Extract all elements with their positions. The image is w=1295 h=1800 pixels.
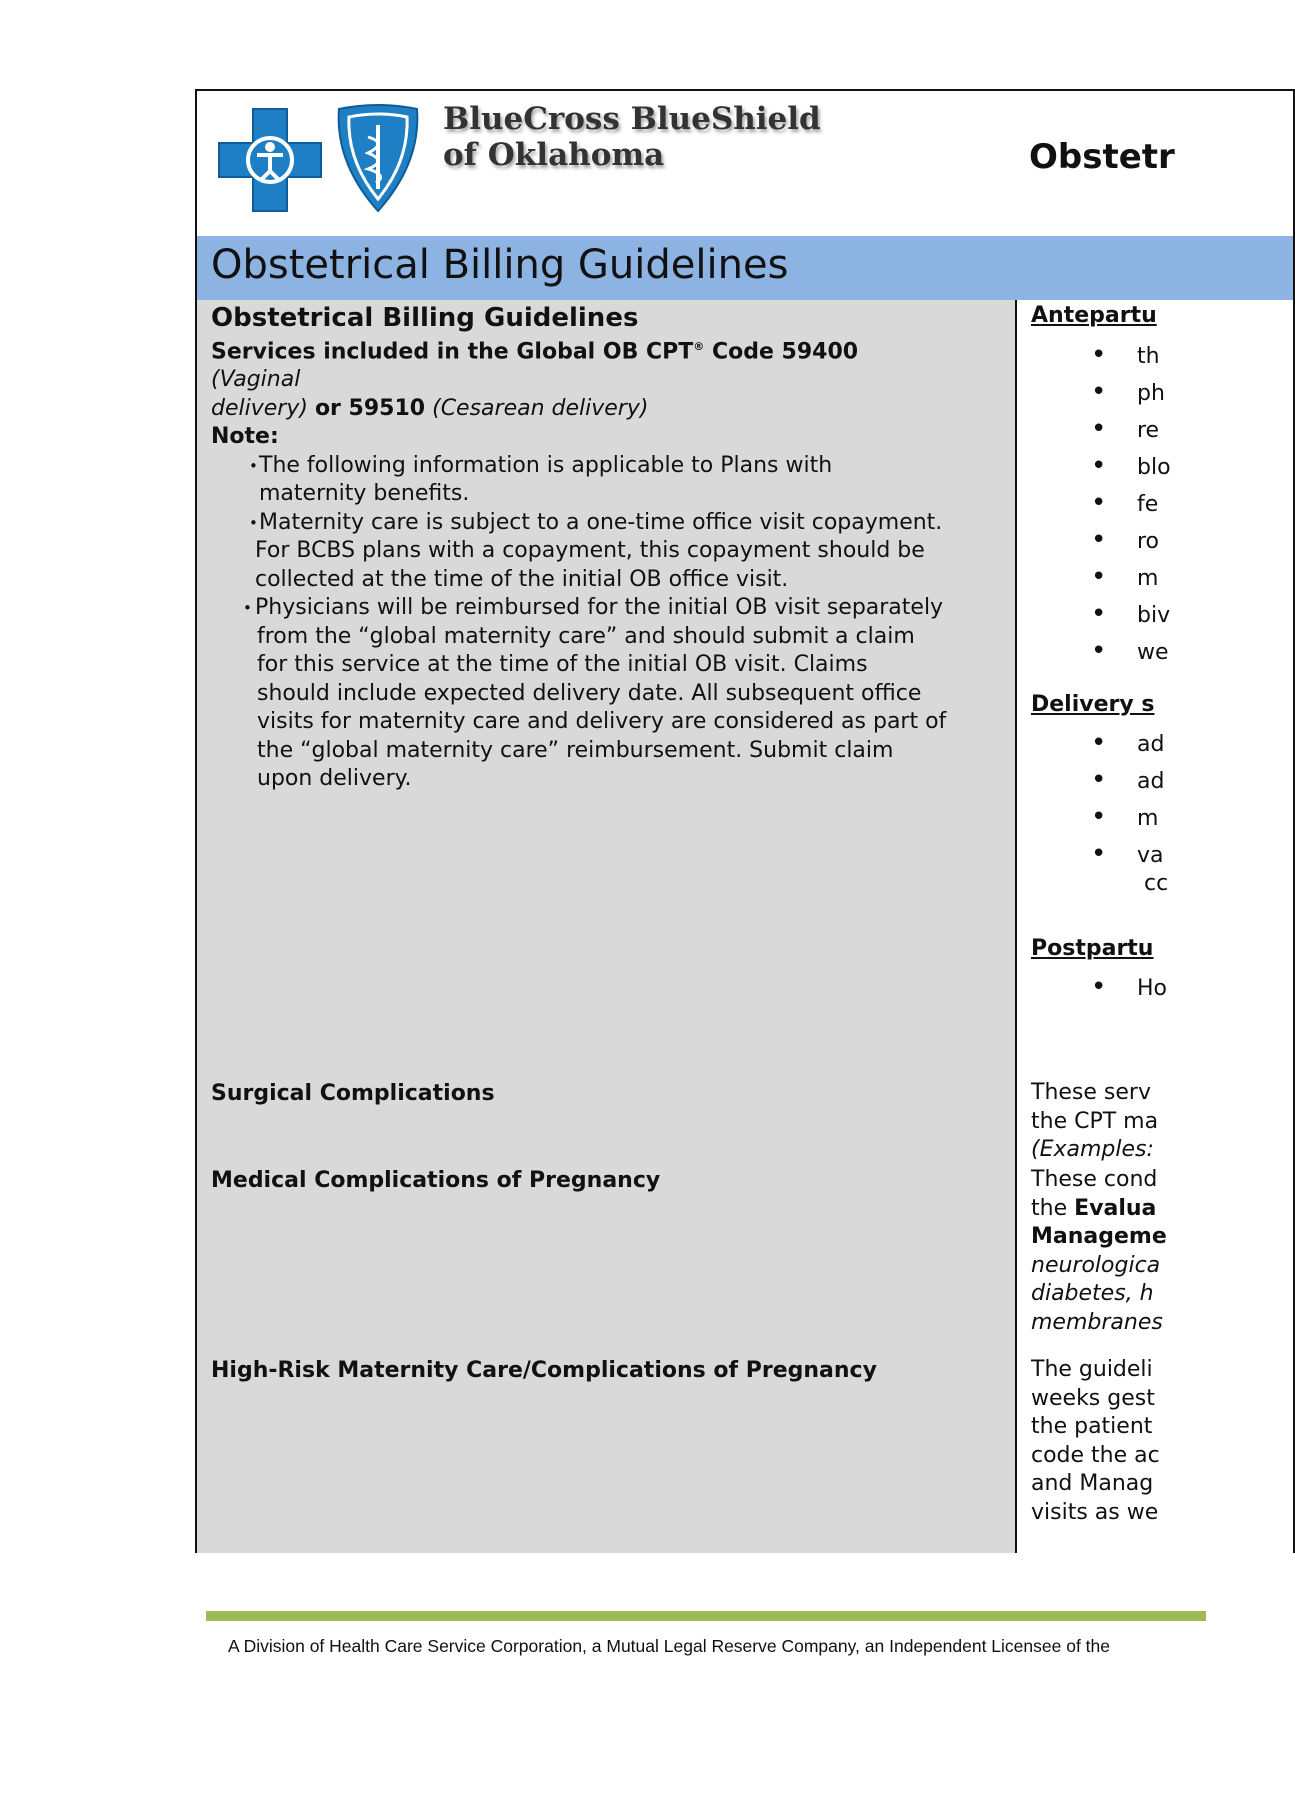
bullet-icon: •: [1091, 765, 1107, 795]
section-heading: Obstetrical Billing Guidelines: [211, 303, 639, 333]
vaginal-delivery-text: delivery): [211, 395, 308, 421]
row-detail-text: [1031, 1166, 1167, 1337]
bullet-icon: •: [1091, 972, 1107, 1002]
detail-line: membranes: [1031, 1309, 1163, 1335]
detail-line: These cond: [1031, 1167, 1158, 1192]
detail-line: neurologica: [1031, 1252, 1161, 1278]
bullet-icon: •: [1091, 413, 1107, 444]
note-line: The following information is applicable to Plans with: [259, 452, 833, 478]
list-item-text: ph: [1137, 380, 1165, 406]
note-label: Note:: [211, 424, 279, 450]
bullet-icon: •: [1091, 339, 1107, 370]
detail-line: [1031, 1195, 1167, 1224]
list-item: [1031, 802, 1171, 842]
list-item-text: fe: [1137, 491, 1159, 517]
list-item: [1031, 972, 1171, 1012]
row-detail-cell: [1017, 300, 1293, 1077]
delivery-heading: Delivery s: [1031, 691, 1155, 717]
list-item: [1031, 598, 1171, 639]
note-line: collected at the time of the initial OB office visit.: [255, 566, 789, 592]
bullet-icon: •: [1091, 728, 1107, 758]
detail-line: diabetes, h: [1031, 1281, 1154, 1306]
note-line: visits for maternity care and delivery are considered as part of: [257, 709, 947, 735]
bullet-icon: •: [1091, 487, 1107, 518]
logo-text-line1: BlueCross BlueShield: [443, 101, 821, 137]
footer-text: A Division of Health Care Service Corporation, a Mutual Legal Reserve Company, an Independent Licensee of the: [228, 1636, 1110, 1656]
detail-text-bold: Evalua: [1074, 1195, 1157, 1221]
list-item: [1031, 524, 1171, 565]
detail-line: visits as we: [1031, 1499, 1159, 1525]
blue-cross-logo-icon: [215, 105, 325, 215]
note-line: For BCBS plans with a copayment, this copayment should be: [255, 538, 925, 564]
blue-shield-logo-icon: [331, 103, 425, 215]
logo-text-line2: of Oklahoma: [443, 137, 665, 173]
list-item-text: ad: [1137, 769, 1165, 794]
bullet-icon: •: [1091, 839, 1107, 869]
detail-line: the CPT ma: [1031, 1108, 1159, 1134]
note-line: Maternity care is subject to a one-time office visit copayment.: [259, 509, 943, 535]
list-item: [1031, 765, 1171, 805]
list-item: [1031, 487, 1171, 528]
list-item-text: we: [1137, 639, 1169, 665]
note-line: maternity benefits.: [259, 481, 470, 507]
list-item-text: m: [1137, 806, 1159, 831]
detail-line: and Manag: [1031, 1471, 1154, 1496]
list-item-text: ro: [1137, 528, 1160, 554]
services-line-suffix: Code 59400: [704, 338, 859, 364]
note-line: should include expected delivery date. All subsequent office: [257, 680, 922, 706]
bullet-icon: •: [1091, 598, 1107, 629]
bullet-icon: •: [1091, 561, 1107, 592]
list-item: [1031, 728, 1171, 768]
bullet-icon: •: [249, 513, 258, 532]
list-item-text: re: [1137, 417, 1160, 443]
list-item: [1031, 413, 1171, 454]
footer-divider: [206, 1611, 1206, 1621]
row-detail-cell: [1017, 1354, 1293, 1553]
note-line: for this service at the time of the initial OB visit. Claims: [257, 652, 868, 678]
bullet-icon: •: [249, 456, 258, 475]
bullet-icon: •: [1091, 635, 1107, 666]
services-line-prefix: Services included in the Global OB CPT: [211, 338, 694, 364]
page-title: Obstetrical Billing Guidelines: [211, 242, 789, 288]
note-item: [211, 509, 1011, 595]
row-label: Medical Complications of Pregnancy: [211, 1168, 661, 1193]
detail-line: weeks gest: [1031, 1385, 1155, 1411]
list-item: [1031, 376, 1171, 417]
row-detail-cell: [1017, 1077, 1293, 1164]
title-band: [197, 236, 1293, 302]
bullet-icon: •: [243, 599, 252, 618]
postpartum-heading: Postpartu: [1031, 935, 1154, 961]
note-line: Physicians will be reimbursed for the initial OB visit separately: [255, 595, 944, 621]
row-label-cell: [197, 300, 1017, 1077]
bullet-icon: •: [1091, 524, 1107, 555]
list-item-text: biv: [1137, 602, 1171, 628]
note-item: [211, 594, 1011, 794]
global-ob-services: [1031, 302, 1171, 1012]
note-line: from the “global maternity care” and should submit a claim: [257, 623, 915, 649]
or-code-text: or 59510: [314, 395, 426, 421]
detail-line: Manageme: [1031, 1224, 1167, 1249]
list-item-text: m: [1137, 565, 1159, 591]
delivery-line: [211, 395, 1011, 424]
detail-line: code the ac: [1031, 1442, 1160, 1468]
table-row-global-ob: [197, 300, 1293, 1079]
table-row-high-risk: [197, 1354, 1293, 1553]
row-label: High-Risk Maternity Care/Complications of Pregnancy: [211, 1358, 877, 1383]
row-detail-text: [1031, 1079, 1158, 1165]
logo-wordmark: [443, 101, 821, 173]
list-item: [1031, 839, 1171, 870]
cesarean-text: (Cesarean delivery): [432, 395, 649, 421]
list-item: [1031, 561, 1171, 602]
row-label-cell: [197, 1354, 1017, 1553]
detail-line: These serv: [1031, 1080, 1151, 1105]
note-line: upon delivery.: [257, 766, 412, 792]
table-row-medical: [197, 1164, 1293, 1356]
row-label: Surgical Complications: [211, 1081, 495, 1106]
delivery-list: [1031, 728, 1171, 870]
list-item: [1031, 450, 1171, 491]
vaginal-line: (Vaginal: [211, 367, 301, 393]
detail-line: The guideli: [1031, 1357, 1153, 1382]
bullet-icon: •: [1091, 802, 1107, 832]
row-detail-cell: [1017, 1164, 1293, 1354]
detail-line: the patient: [1031, 1414, 1153, 1439]
global-ob-description: [211, 304, 1011, 794]
header-band: [197, 91, 1293, 238]
row-label-cell: [197, 1077, 1017, 1164]
antepartum-list: [1031, 339, 1171, 676]
row-label-cell: [197, 1164, 1017, 1354]
bullet-icon: •: [1091, 450, 1107, 481]
services-line: [211, 333, 1011, 367]
list-item-text: blo: [1137, 454, 1171, 480]
list-item: [1031, 635, 1171, 676]
antepartum-heading: Antepartu: [1031, 303, 1157, 328]
list-item-text: ad: [1137, 732, 1165, 757]
detail-text: the: [1031, 1195, 1075, 1221]
list-item-text: Ho: [1137, 976, 1168, 1001]
guidelines-table: [195, 89, 1295, 1553]
list-item-text: va: [1137, 843, 1164, 868]
list-item: [1031, 339, 1171, 380]
detail-line: (Examples:: [1031, 1137, 1154, 1162]
delivery-continuation: cc: [1144, 871, 1169, 896]
bullet-icon: •: [1091, 376, 1107, 407]
row-detail-text: [1031, 1356, 1160, 1527]
registered-mark: ®: [693, 339, 705, 353]
list-item-text: th: [1137, 343, 1160, 369]
note-line: the “global maternity care” reimbursement. Submit claim: [257, 737, 894, 763]
header-title: Obstetr: [1029, 137, 1175, 177]
table-row-surgical: [197, 1077, 1293, 1166]
postpartum-list: [1031, 972, 1171, 1012]
note-item: [211, 452, 1011, 509]
